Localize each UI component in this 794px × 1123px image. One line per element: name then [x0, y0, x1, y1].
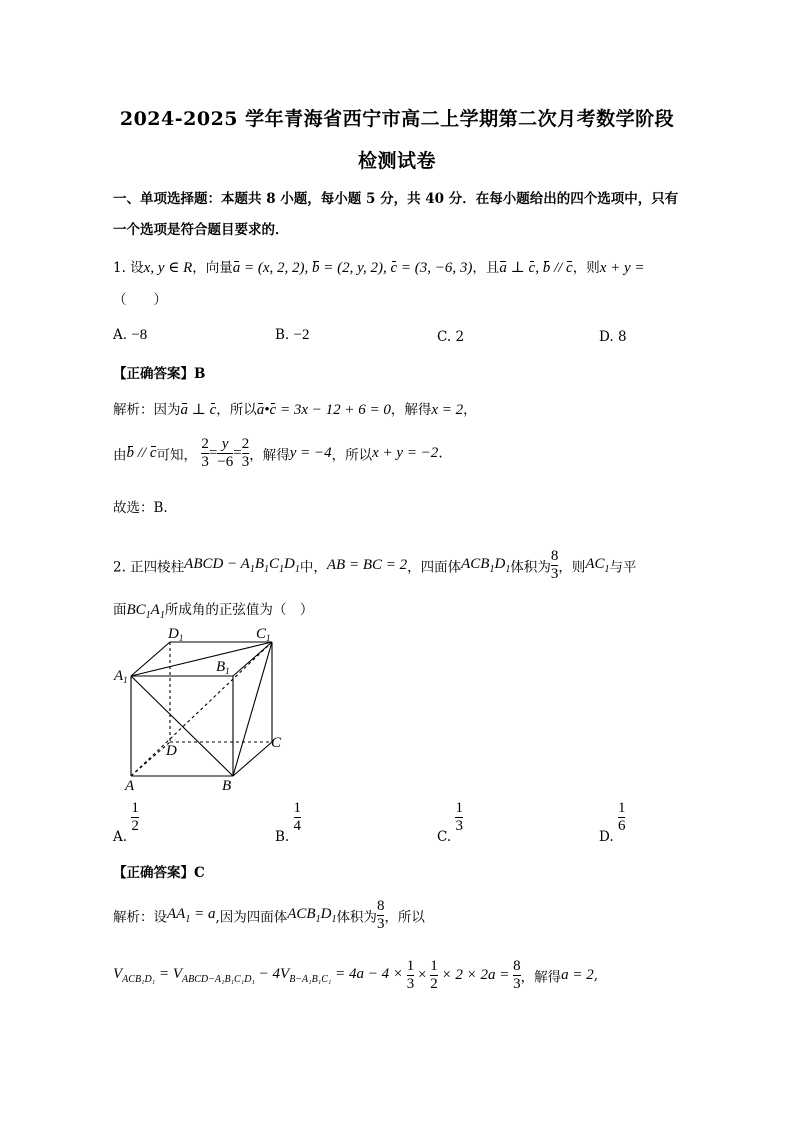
sol-result: a = 2: [561, 967, 594, 983]
option-value: 2: [455, 329, 465, 345]
q2-option-c[interactable]: [437, 800, 463, 845]
vector-b: b: [126, 445, 134, 461]
fraction: [618, 800, 626, 835]
tet-part: ACB: [461, 556, 490, 572]
sol-text: 体积为: [336, 909, 377, 926]
equals: =: [208, 445, 218, 461]
numerator: 2: [241, 436, 250, 452]
q1-option-c[interactable]: [437, 329, 464, 345]
sol-result: x + y = −2: [372, 445, 439, 461]
q2-text: ，则: [558, 559, 586, 576]
sol-text: 解析：设: [113, 909, 167, 926]
vector-a: a: [180, 402, 188, 418]
q2-answer: 【正确答案】C: [113, 865, 205, 881]
label-c1: $C_1$: [256, 626, 271, 643]
eq-sub: ABCD−A₁B₁C₁D₁: [182, 974, 255, 985]
numerator: y: [221, 436, 229, 452]
q1-solution-line1: [113, 398, 477, 419]
numerator: 8: [550, 548, 559, 564]
q2-option-a[interactable]: [113, 800, 139, 845]
q1-solution-line2: [113, 436, 443, 471]
numerator: 8: [513, 958, 521, 974]
equals: =: [233, 445, 242, 461]
sol-text: ，所以: [384, 909, 425, 926]
eq-part: = V: [155, 966, 183, 982]
numerator: 1: [455, 800, 463, 816]
option-value: −8: [131, 327, 148, 343]
denominator: 3: [406, 976, 415, 992]
eq-sub: B−A₁B₁C₁: [289, 974, 332, 985]
vector-b: b: [542, 260, 551, 276]
vector-c: c: [390, 260, 398, 276]
denominator: −6: [217, 454, 234, 470]
sol-equation: = 3x − 12 + 6 = 0: [276, 402, 391, 418]
vector-a: a: [499, 260, 507, 276]
denominator: 3: [513, 976, 521, 992]
option-label: A.: [113, 829, 128, 845]
q1-text: ，则: [572, 260, 600, 276]
sol-aa-part: = a: [190, 906, 216, 922]
diag-bc1: [233, 642, 272, 776]
option-label: D.: [599, 829, 614, 845]
volume-equation: [113, 966, 407, 985]
q1-number: 1. 设: [113, 260, 144, 276]
numerator: 2: [201, 436, 209, 452]
sol-aa1: $AA_1 = a$: [167, 906, 216, 925]
fraction: [455, 800, 463, 835]
label-d: D: [166, 743, 177, 759]
prism-name: ABCD − $A_1B_1C_1D_1$: [184, 556, 300, 575]
tet-part: ACB: [287, 906, 316, 922]
fraction: [513, 958, 521, 993]
q1-eq-a: = (x, 2, 2),: [240, 260, 313, 276]
q2-solution-line2: [113, 958, 598, 993]
option-value: 8: [617, 329, 627, 345]
numerator: 1: [406, 958, 415, 974]
sol-text: 可知，: [156, 447, 198, 464]
q2-stem: [113, 548, 637, 583]
q1-answer: 【正确答案】B: [113, 366, 206, 382]
page-title: 2024-2025 学年青海省西宁市高二上学期第二次月考数学阶段: [119, 108, 675, 130]
eq-part: V: [113, 966, 123, 982]
prism-part: B: [254, 556, 265, 572]
dot-symbol: •: [264, 402, 270, 418]
q2-option-b[interactable]: [275, 800, 301, 845]
sol-text: ，解得: [520, 969, 562, 986]
prism-figure: [110, 622, 310, 797]
label-b1: $B_1$: [216, 659, 230, 676]
denominator: 3: [455, 818, 463, 834]
label-a1: $A_1$: [114, 668, 128, 685]
sol-text: ，所以: [331, 447, 373, 464]
q1-stem: [113, 256, 645, 277]
q2-text: 所成角的正弦值为（ ）: [164, 602, 314, 618]
eq-part: − 4V: [254, 966, 290, 982]
q2-option-d[interactable]: [599, 800, 625, 845]
eq-sub: ACB₁D₁: [122, 974, 156, 985]
vector-a: a: [256, 402, 265, 418]
q1-sets: x, y ∈ R: [143, 260, 193, 276]
numerator: 1: [131, 800, 139, 816]
segment-part: AC: [585, 556, 605, 572]
q1-paren: （ ）: [113, 292, 167, 308]
numerator: 1: [293, 800, 302, 816]
denominator: 2: [131, 818, 139, 834]
sol-text: ，: [463, 402, 477, 418]
fraction: [294, 800, 302, 835]
vector-c: c: [269, 402, 277, 418]
denominator: 4: [293, 818, 302, 834]
tetrahedron-name: $ACB_1D_1$: [461, 556, 511, 575]
sol-result: y = −4: [289, 445, 332, 461]
q2-text: 中，: [299, 559, 327, 576]
option-value: −2: [293, 327, 310, 343]
q1-option-d[interactable]: [599, 329, 627, 345]
option-label: A.: [113, 327, 128, 343]
diag-a1b: [131, 676, 233, 776]
section-header-line2: 一个选项是符合题目要求的．: [113, 222, 289, 238]
plane-part: BC: [126, 602, 146, 618]
segment-ac1: $AC_1$: [585, 556, 610, 575]
sol-text: ，解得: [390, 402, 432, 418]
perp-symbol: ⊥: [506, 260, 529, 276]
q2-text: 体积为: [510, 559, 551, 576]
diag-ac1: [131, 642, 272, 776]
q1-comma: ,: [535, 260, 543, 276]
sol-aa-part: AA: [167, 906, 186, 922]
sol-text: 由: [113, 447, 127, 464]
q1-option-a[interactable]: [113, 327, 147, 344]
sol-text: ,: [593, 967, 599, 984]
option-label: C.: [437, 829, 452, 845]
vector-c: c: [528, 260, 536, 276]
option-label: B.: [275, 829, 290, 845]
times: ×: [414, 967, 431, 983]
q2-solution-line1: [113, 898, 425, 933]
denominator: 2: [430, 976, 438, 992]
sol-text: ，解得: [249, 447, 290, 464]
vector-c: c: [209, 402, 217, 418]
label-c: C: [271, 735, 282, 751]
tetrahedron-name: $ACB_1D_1$: [287, 906, 337, 925]
eq-part: × 2 × 2a =: [437, 967, 514, 983]
q1-choose: 故选：B.: [113, 500, 168, 516]
vector-b: b: [312, 260, 320, 276]
sol-text: .: [438, 445, 443, 462]
q1-text: ，且: [472, 260, 500, 276]
q2-text: 与平: [609, 559, 637, 576]
edge-bc: [233, 742, 272, 776]
fraction: [217, 436, 233, 471]
q1-eq-c: = (3, −6, 3): [397, 260, 473, 276]
parallel-symbol: //: [134, 445, 150, 461]
plane-name: $BC_1A_1$: [126, 602, 165, 621]
label-a: A: [125, 778, 135, 794]
fraction: [131, 800, 139, 835]
q2-stem-line2: [113, 598, 313, 621]
denominator: 3: [241, 454, 250, 470]
numerator: 8: [376, 898, 385, 914]
denominator: 3: [376, 916, 385, 932]
q1-eq-b: = (2, y, 2),: [319, 260, 391, 276]
vector-c: c: [566, 260, 573, 276]
q1-text: ，向量: [192, 260, 233, 276]
label-d1: $D_1$: [168, 626, 184, 643]
perp-symbol: ⊥: [188, 402, 210, 418]
denominator: 3: [201, 454, 209, 470]
vector-c: c: [149, 445, 157, 461]
numerator: 1: [430, 958, 438, 974]
label-b: B: [222, 778, 232, 794]
denominator: 6: [617, 818, 626, 834]
prism-part: ABCD − A: [184, 556, 250, 572]
sol-text: ，所以: [216, 402, 257, 418]
fraction: [430, 958, 438, 993]
page-title-line2: 检测试卷: [357, 150, 436, 172]
fraction: [201, 436, 209, 471]
diag-a1c1: [131, 642, 272, 676]
q2-text: 面: [113, 602, 127, 618]
q2-ab: AB = BC = 2: [326, 557, 408, 573]
sol-result: x = 2: [431, 402, 464, 418]
sol-text: ,因为四面体: [215, 909, 288, 926]
option-label: C.: [437, 329, 452, 345]
section-header: 一、单项选择题：本题共 8 小题，每小题 5 分，共 40 分．在每小题给出的四个选项中，只有: [113, 191, 679, 207]
vector-a: a: [232, 260, 241, 276]
q2-number: 2. 正四棱柱: [113, 559, 185, 576]
eq-part: = 4a − 4 ×: [331, 966, 407, 982]
q1-ask: x + y =: [599, 260, 645, 276]
parallel-symbol: //: [550, 260, 567, 276]
denominator: 3: [550, 566, 559, 582]
q2-text: ，四面体: [407, 559, 462, 576]
option-label: D.: [599, 329, 614, 345]
sol-text: 解析：因为: [113, 402, 181, 418]
q1-option-b[interactable]: [275, 327, 309, 344]
option-label: B.: [275, 327, 290, 343]
numerator: 1: [617, 800, 626, 816]
